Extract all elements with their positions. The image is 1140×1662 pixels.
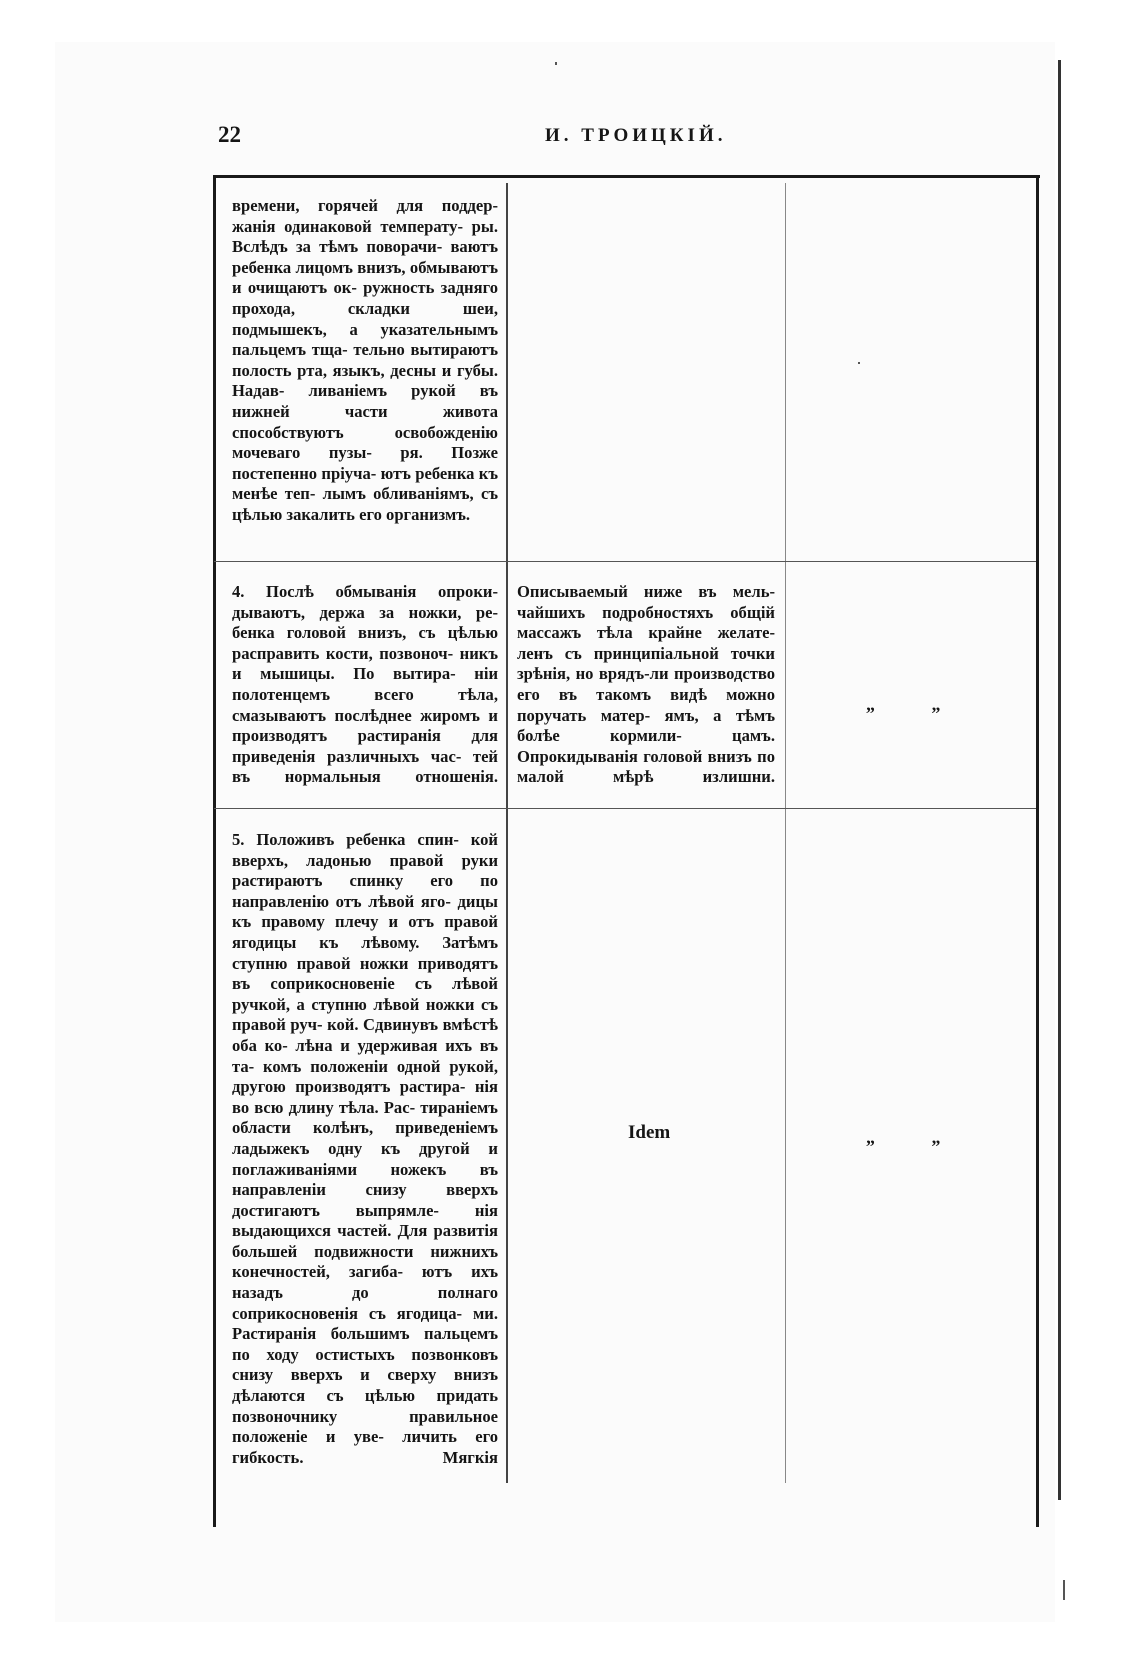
row-3-ditto-marks: „ „ xyxy=(866,1127,941,1147)
column-rule-2 xyxy=(785,183,786,1483)
row-divider-2 xyxy=(214,808,1036,809)
ink-speck xyxy=(1063,1580,1065,1600)
page-edge-line xyxy=(1058,60,1061,1500)
running-title: И. ТРОИЦКІЙ. xyxy=(545,125,727,146)
column-rule-1 xyxy=(506,183,508,1483)
page-number: 22 xyxy=(218,122,241,147)
row-1-procedure-text: времени, горячей для поддер- жанія одинаковой температу- ры. Вслѣдъ за тѣмъ поворачи- ваютъ ребенка лицомъ внизъ, обмываютъ и очищаютъ ок- ружность задняго прохода, складки шеи, подмышекъ, а указательнымъ пальцемъ тща- тельно вытираютъ полость рта, языкъ, десны и губы. Надав- ливаніемъ рукой въ нижней части живота способствуютъ освобожденію мочеваго пузы- ря. Позже постепенно пріуча- ютъ ребенка къ менѣе теп- лымъ обливаніямъ, съ цѣлью закалить его организмъ. xyxy=(232,196,498,524)
table-right-rule xyxy=(1036,175,1039,1527)
table-top-rule xyxy=(214,175,1040,178)
row-divider-1 xyxy=(214,561,1036,562)
scanned-page xyxy=(55,42,1055,1622)
row-2-ditto-marks: „ „ xyxy=(866,694,941,714)
ink-speck xyxy=(555,62,557,65)
table-left-rule xyxy=(213,175,216,1527)
ink-speck xyxy=(858,362,860,364)
row-2-comment-text: Описываемый ниже въ мель- чайшихъ подробностяхъ общій массажъ тѣла крайне желате- ленъ съ принципіальной точки зрѣнія, но врядъ-ли производство его въ такомъ видѣ можно поручать матер- ямъ, а тѣмъ болѣе кормили- цамъ. Опрокидыванія головой внизъ по малой мѣрѣ излишни. xyxy=(517,582,775,787)
row-2-procedure-text: 4. Послѣ обмыванія опроки- дываютъ, держа за ножки, ре- бенка головой внизъ, съ цѣлью расправить кости, позвоноч- никъ и мышицы. По вытира- ніи полотенцемъ всего тѣла, смазываютъ послѣднее жиромъ и производятъ растиранія для приведенія различныхъ час- тей въ нормальныя отношенія. xyxy=(232,582,498,787)
row-3-comment-idem: Idem xyxy=(628,1122,671,1143)
row-3-procedure-text: 5. Положивъ ребенка спин- кой вверхъ, ладонью правой руки растираютъ спинку его по направленію отъ лѣвой яго- дицы къ правому плечу и отъ правой ягодицы къ лѣвому. Затѣмъ ступню правой ножки приводятъ въ соприкосновеніе съ лѣвой ручкой, а ступню лѣвой ножки съ правой руч- кой. Сдвинувъ вмѣстѣ оба ко- лѣна и удерживая ихъ въ та- комъ положеніи одной рукой, другою производятъ растира- нія во всю длину тѣла. Рас- тираніемъ области колѣнъ, приведеніемъ ладыжекъ одну къ другой и поглаживаніями ножекъ въ направленіи снизу вверхъ достигаютъ выпрямле- нія выдающихся частей. Для развитія большей подвижности нижнихъ конечностей, загиба- ютъ ихъ назадъ до полнаго соприкосновенія съ ягодица- ми. Растиранія большимъ пальцемъ по ходу остистыхъ позвонковъ снизу вверхъ и сверху внизъ дѣлаются съ цѣлью придать позвоночнику правильное положеніе и уве- личить его гибкость. Мягкія xyxy=(232,830,498,1467)
